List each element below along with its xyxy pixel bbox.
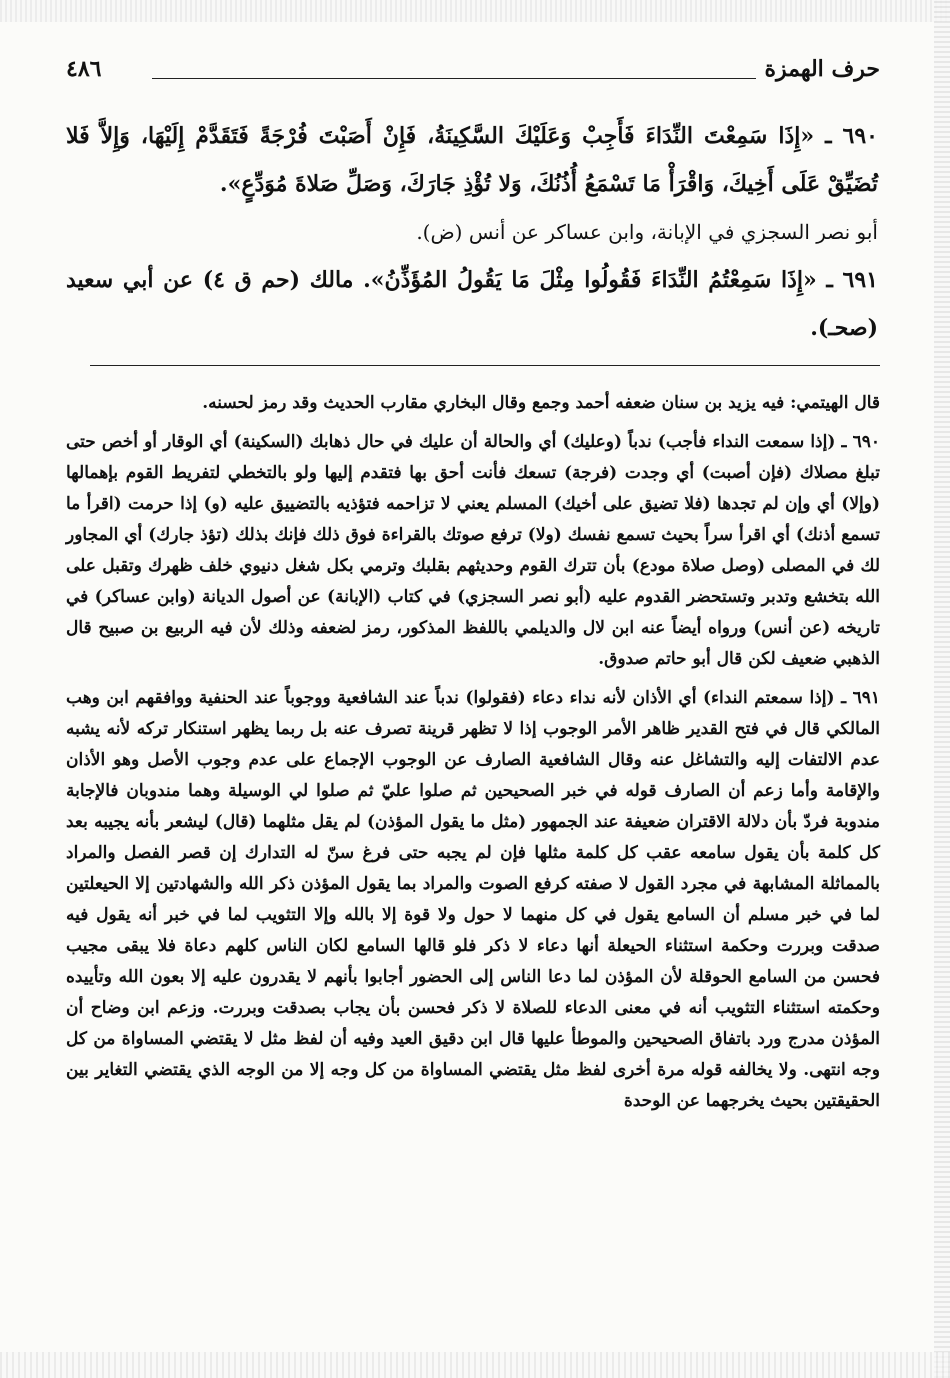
section-divider: [90, 365, 880, 366]
scan-border-right: [934, 0, 950, 1378]
commentary-section: [66, 388, 880, 1125]
page-number: ٤٨٦: [66, 56, 102, 82]
scan-border-top: [0, 0, 950, 22]
hadith-690-reference: أبو نصر السجزي في الإبانة، وابن عساكر عن أنس (ض).: [416, 220, 878, 244]
page-header: [66, 56, 880, 90]
hadith-691: ٦٩١ ـ «إِذَا سَمِعْتُمُ النِّدَاءَ فَقُولُوا مِثْلَ مَا يَقُولُ المُؤَذِّنُ». مالك (حم ق ٤) عن أبي سعيد (صحـ).: [66, 267, 878, 341]
scan-border-bottom: [0, 1352, 950, 1378]
hadith-text-section: [66, 112, 878, 356]
header-rule: [152, 78, 756, 79]
commentary-690: ٦٩٠ ـ (إذا سمعت النداء فأجب) ندباً (وعليك) أي والحالة أن عليك في حال ذهابك (السكينة) أي الوقار أو أخص حتى تبلغ مصلاك (فإن أصبت) أي وجدت (فرجة) تسعك فأنت أحق بها فتقدم إليها ولو بالتخطي لتفريط القوم بإهمالها (وإلا) أي وإن لم تجدها (فلا تضيق على أخيك) المسلم يعني لا تزاحمه فتؤذيه بالتضييق عليه (و) إذا حرمت (اقرأ ما تسمع أذنك) أي اقرأ سراً بحيث تسمع نفسك (ولا) ترفع صوتك بالقراءة فوق ذلك فإنك بذلك (تؤذ جارك) أي المجاور لك في المصلى (وصل صلاة مودع) بأن تترك القوم وحديثهم بقلبك وترمي بكل شغل دنيوي خلف ظهرك وتقبل على الله بتخشع وتدبر وتستحضر القدوم عليه (أبو نصر السجزي) في كتاب (الإبانة) عن أصول الديانة (وابن عساكر) في تاريخه (عن أنس) ورواه أيضاً عنه ابن لال والديلمي باللفظ المذكور، رمز لضعفه وذلك لأن فيه الربيع بن صبيح قال الذهبي ضعيف لكن قال أبو حاتم صدوق.: [66, 432, 880, 669]
commentary-note: قال الهيتمي: فيه يزيد بن سنان ضعفه أحمد وجمع وقال البخاري مقارب الحديث وقد رمز لحسنه.: [202, 393, 880, 413]
commentary-691: ٦٩١ ـ (إذا سمعتم النداء) أي الأذان لأنه نداء دعاء (فقولوا) ندباً عند الشافعية ووجوباً عند الحنفية ووافقهم ابن وهب المالكي قال في فتح القدير ظاهر الأمر الوجوب إذا لا تظهر قرينة تصرف عنه بل ربما يظهر استنكار تركه لأنه يشبه عدم الالتفات إليه والتشاغل عنه وقال الشافعية الصارف عن الوجوب الإجماع على عدم وجوب الأصل وهو الأذان والإقامة وأما زعم أن الصارف قوله في خبر الصحيحين ثم صلوا عليّ ثم صلوا لي الوسيلة وهما مندوبان فالإجابة مندوبة فردّ بأن دلالة الاقتران ضعيفة عند الجمهور (مثل ما يقول المؤذن) لم يقل مثلهما (قال) ليشعر بأنه يجيبه بعد كل كلمة بأن يقول سامعه عقب كل كلمة مثلها فإن لم يجبه حتى فرغ سنّ له التدارك إن قصر الفصل والمراد بالمماثلة المشابهة في مجرد القول لا صفته كرفع الصوت والمراد بما يقول المؤذن ذكر الله والشهادتين إلا الحيعلتين لما في خبر مسلم أن السامع يقول في كل منهما لا حول ولا قوة إلا بالله وإلا التثويب لما في خبر أنه يقول فيه صدقت وبررت وحكمة استثناء الحيعلة أنها دعاء لا ذكر فلو قالها السامع لكان الناس كلهم دعاة فلا يبقى مجيب فحسن من السامع الحوقلة لأن المؤذن لما دعا الناس إلى الحضور أجابوا بأنهم لا يقدرون عليه إلا بعون الله وتأييده وحكمته استثناء التثويب أنه في معنى الدعاء للصلاة لا ذكر فحسن بأن يجاب بصدقت وبررت. وزعم ابن وضاح أن المؤذن مدرج ورد باتفاق الصحيحين والموطأ عليها قال ابن دقيق العيد وفيه أن لفظ مثل لا يقتضي المساواة من كل وجه انتهى. ولا يخالفه قوله مرة أخرى لفظ مثل يقتضي المساواة من كل وجه إلا من الوجه الذي يقتضي التغاير بين الحقيقتين بحيث يخرجهما عن الوحدة: [66, 688, 880, 1111]
hadith-690: ٦٩٠ ـ «إِذَا سَمِعْتَ النِّدَاءَ فَأَجِبْ وَعَلَيْكَ السَّكِينَةُ، فَإِنْ أَصَبْتَ فُرْجَةً فَتَقَدَّمْ إِلَيْهَا، وَإِلاَّ فَلا تُضَيِّقْ عَلَى أَخِيكَ، وَاقْرَأْ مَا تَسْمَعُ أُذُنُكَ، وَلا تُؤْذِ جَارَكَ، وَصَلِّ صَلاةَ مُوَدِّعٍ».: [66, 123, 878, 197]
running-title: حرف الهمزة: [764, 56, 880, 82]
